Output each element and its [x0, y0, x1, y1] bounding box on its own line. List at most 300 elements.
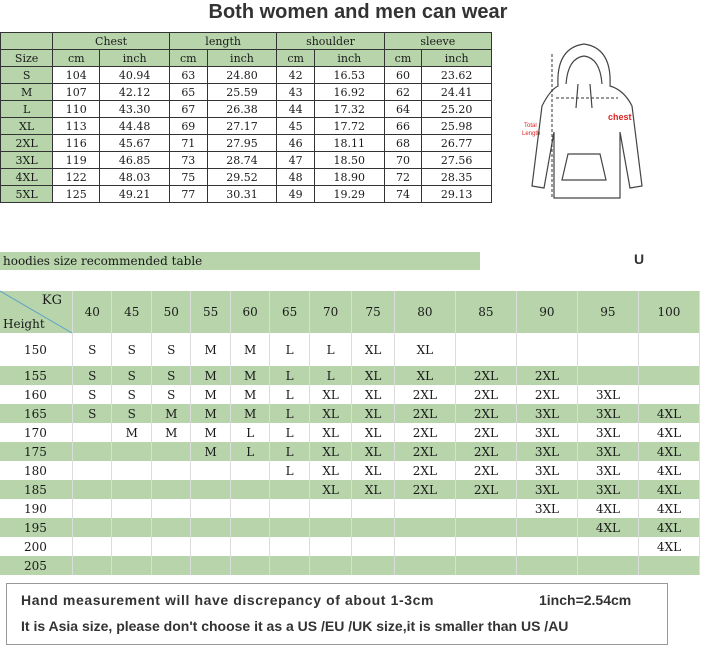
size-cell: L: [1, 101, 53, 118]
recommended-size-cell: [309, 556, 351, 575]
measure-cell: 43.30: [100, 101, 170, 118]
measure-cell: 42.12: [100, 84, 170, 101]
measure-cell: 73: [169, 152, 207, 169]
weight-header: 45: [112, 291, 151, 333]
recommended-size-cell: [230, 480, 269, 499]
recommended-size-cell: M: [151, 423, 190, 442]
measure-cell: 25.59: [207, 84, 277, 101]
height-cell: 205: [0, 556, 73, 575]
measure-cell: 113: [53, 118, 100, 135]
height-row: [0, 461, 700, 480]
unit-cm: cm: [53, 50, 100, 67]
recommended-size-cell: [577, 537, 638, 556]
measure-cell: 23.62: [422, 67, 492, 84]
weight-header: 75: [352, 291, 394, 333]
recommended-size-cell: XL: [352, 385, 394, 404]
recommended-size-cell: 4XL: [638, 461, 699, 480]
recommended-size-cell: L: [270, 366, 309, 385]
recommended-size-cell: [73, 537, 112, 556]
recommended-size-cell: M: [191, 366, 230, 385]
measure-cell: 44.48: [100, 118, 170, 135]
recommended-size-cell: L: [270, 333, 309, 366]
size-chart-row: [1, 67, 492, 84]
recommended-size-cell: [352, 518, 394, 537]
recommended-size-cell: [270, 480, 309, 499]
recommended-size-cell: [394, 518, 455, 537]
group-chest: Chest: [53, 33, 170, 50]
measure-cell: 63: [169, 67, 207, 84]
measure-cell: 43: [277, 84, 315, 101]
weight-header: 55: [191, 291, 230, 333]
height-cell: 170: [0, 423, 73, 442]
recommended-size-cell: [151, 461, 190, 480]
measure-cell: 24.41: [422, 84, 492, 101]
recommended-size-cell: [455, 333, 516, 366]
recommended-size-cell: M: [230, 404, 269, 423]
measure-cell: 46: [277, 135, 315, 152]
recommended-size-cell: 4XL: [638, 480, 699, 499]
weight-header: 65: [270, 291, 309, 333]
measure-cell: 67: [169, 101, 207, 118]
measure-cell: 68: [384, 135, 422, 152]
recommended-size-cell: XL: [352, 366, 394, 385]
recommended-size-cell: M: [191, 423, 230, 442]
size-cell: XL: [1, 118, 53, 135]
recommended-size-cell: [73, 442, 112, 461]
height-row: [0, 442, 700, 461]
unit-inch: inch: [422, 50, 492, 67]
measure-cell: 66: [384, 118, 422, 135]
measure-cell: 29.13: [422, 186, 492, 203]
recommended-size-cell: M: [151, 404, 190, 423]
height-row: [0, 333, 700, 366]
recommended-size-cell: 2XL: [455, 385, 516, 404]
height-cell: 165: [0, 404, 73, 423]
measure-cell: 45: [277, 118, 315, 135]
recommended-size-cell: [73, 461, 112, 480]
recommended-size-cell: M: [230, 366, 269, 385]
recommended-size-cell: 4XL: [638, 442, 699, 461]
size-chart-row: [1, 152, 492, 169]
recommended-size-cell: 2XL: [394, 461, 455, 480]
recommended-size-cell: [516, 537, 577, 556]
recommended-size-cell: [638, 333, 699, 366]
recommended-size-cell: 2XL: [516, 366, 577, 385]
note-asia-size: It is Asia size, please don't choose it as a US /EU /UK size,it is smaller than US /AU: [21, 618, 569, 634]
size-chart-group-header: [1, 33, 492, 50]
measure-cell: 29.52: [207, 169, 277, 186]
recommended-size-cell: [191, 480, 230, 499]
measure-cell: 74: [384, 186, 422, 203]
recommended-size-cell: L: [270, 404, 309, 423]
recommended-size-cell: M: [191, 385, 230, 404]
measure-cell: 16.92: [314, 84, 384, 101]
recommended-size-cell: [112, 518, 151, 537]
recommended-size-cell: 3XL: [516, 499, 577, 518]
measure-cell: 18.50: [314, 152, 384, 169]
recommended-size-cell: [230, 518, 269, 537]
recommended-size-cell: 2XL: [394, 385, 455, 404]
recommended-size-cell: XL: [309, 480, 351, 499]
measure-cell: 49: [277, 186, 315, 203]
height-label: Height: [3, 317, 45, 331]
hoodie-measurement-diagram: [516, 36, 647, 206]
recommended-size-cell: [516, 556, 577, 575]
weight-header: 80: [394, 291, 455, 333]
height-row: [0, 404, 700, 423]
recommended-size-cell: [455, 556, 516, 575]
recommended-size-cell: S: [151, 385, 190, 404]
recommended-size-cell: XL: [352, 461, 394, 480]
recommended-size-cell: 2XL: [455, 461, 516, 480]
measure-cell: 70: [384, 152, 422, 169]
total-length-label-2: Length: [522, 131, 541, 137]
weight-header: 85: [455, 291, 516, 333]
recommend-table: [0, 291, 700, 575]
measure-cell: 69: [169, 118, 207, 135]
measure-cell: 42: [277, 67, 315, 84]
recommended-size-cell: M: [191, 333, 230, 366]
recommended-size-cell: [309, 537, 351, 556]
recommended-size-cell: [455, 499, 516, 518]
size-column-label: Size: [1, 50, 53, 67]
recommended-size-cell: [309, 518, 351, 537]
recommended-size-cell: [455, 518, 516, 537]
recommended-size-cell: XL: [309, 423, 351, 442]
recommend-section-heading: hoodies size recommended table: [0, 252, 480, 270]
recommended-size-cell: XL: [309, 404, 351, 423]
size-chart-row: [1, 135, 492, 152]
measure-cell: 48: [277, 169, 315, 186]
recommended-size-cell: [151, 499, 190, 518]
recommended-size-cell: [73, 556, 112, 575]
recommended-size-cell: 2XL: [455, 423, 516, 442]
measure-cell: 27.95: [207, 135, 277, 152]
measure-cell: 60: [384, 67, 422, 84]
weight-header: 100: [638, 291, 699, 333]
measure-cell: 104: [53, 67, 100, 84]
measure-cell: 125: [53, 186, 100, 203]
measurement-note-box: [6, 583, 668, 645]
recommended-size-cell: S: [151, 333, 190, 366]
measure-cell: 65: [169, 84, 207, 101]
recommended-size-cell: [230, 461, 269, 480]
recommended-size-cell: S: [112, 385, 151, 404]
measure-cell: 24.80: [207, 67, 277, 84]
recommended-size-cell: L: [309, 333, 351, 366]
kg-label: KG: [41, 293, 62, 308]
recommended-size-cell: M: [230, 385, 269, 404]
recommended-size-cell: [638, 366, 699, 385]
measure-cell: 26.77: [422, 135, 492, 152]
chest-label: chest: [608, 112, 632, 122]
size-cell: M: [1, 84, 53, 101]
measure-cell: 17.32: [314, 101, 384, 118]
measure-cell: 40.94: [100, 67, 170, 84]
note-inch-conversion: 1inch=2.54cm: [539, 592, 632, 608]
recommended-size-cell: 3XL: [577, 442, 638, 461]
recommended-size-cell: 2XL: [394, 442, 455, 461]
group-shoulder: shoulder: [277, 33, 384, 50]
size-chart-table: [0, 32, 492, 203]
recommended-size-cell: 4XL: [638, 499, 699, 518]
hood-inner: [566, 56, 602, 84]
recommended-size-cell: [191, 537, 230, 556]
measure-cell: 71: [169, 135, 207, 152]
height-cell: 190: [0, 499, 73, 518]
size-cell: 5XL: [1, 186, 53, 203]
recommended-size-cell: [73, 499, 112, 518]
recommended-size-cell: 3XL: [516, 480, 577, 499]
measure-cell: 116: [53, 135, 100, 152]
recommended-size-cell: [112, 556, 151, 575]
height-row: [0, 518, 700, 537]
recommended-size-cell: S: [151, 366, 190, 385]
size-chart-row: [1, 101, 492, 118]
measure-cell: 27.56: [422, 152, 492, 169]
recommended-size-cell: S: [73, 385, 112, 404]
recommended-size-cell: S: [73, 366, 112, 385]
recommended-size-cell: 3XL: [516, 423, 577, 442]
recommended-size-cell: 3XL: [577, 480, 638, 499]
recommended-size-cell: 3XL: [516, 461, 577, 480]
recommended-size-cell: [455, 537, 516, 556]
measure-cell: 77: [169, 186, 207, 203]
height-row: [0, 537, 700, 556]
recommended-size-cell: [112, 461, 151, 480]
measure-cell: 27.17: [207, 118, 277, 135]
recommended-size-cell: [516, 333, 577, 366]
measure-cell: 107: [53, 84, 100, 101]
measure-cell: 75: [169, 169, 207, 186]
recommended-size-cell: XL: [352, 333, 394, 366]
recommended-size-cell: 3XL: [577, 404, 638, 423]
size-chart-row: [1, 169, 492, 186]
recommended-size-cell: 2XL: [394, 480, 455, 499]
recommended-size-cell: [112, 480, 151, 499]
recommended-size-cell: XL: [352, 442, 394, 461]
recommended-size-cell: 2XL: [455, 480, 516, 499]
weight-header: 60: [230, 291, 269, 333]
measure-cell: 48.03: [100, 169, 170, 186]
weight-header: 50: [151, 291, 190, 333]
recommended-size-cell: [270, 556, 309, 575]
measure-cell: 47: [277, 152, 315, 169]
group-length: length: [169, 33, 276, 50]
recommended-size-cell: [151, 537, 190, 556]
measure-cell: 19.29: [314, 186, 384, 203]
total-length-label: Total: [524, 123, 537, 129]
recommended-size-cell: XL: [309, 461, 351, 480]
recommended-size-cell: [394, 499, 455, 518]
recommended-size-cell: 2XL: [394, 423, 455, 442]
measure-cell: 72: [384, 169, 422, 186]
weight-header: 40: [73, 291, 112, 333]
measure-cell: 17.72: [314, 118, 384, 135]
recommended-size-cell: L: [270, 442, 309, 461]
measure-cell: 28.35: [422, 169, 492, 186]
recommended-size-cell: XL: [352, 480, 394, 499]
recommended-size-cell: 2XL: [455, 404, 516, 423]
height-row: [0, 423, 700, 442]
measure-cell: 18.11: [314, 135, 384, 152]
recommended-size-cell: [394, 537, 455, 556]
recommended-size-cell: XL: [352, 423, 394, 442]
unit-inch: inch: [100, 50, 170, 67]
note-discrepancy: Hand measurement will have discrepancy of about 1-3cm: [21, 592, 435, 608]
recommended-size-cell: 4XL: [638, 518, 699, 537]
measure-cell: 64: [384, 101, 422, 118]
recommended-size-cell: [309, 499, 351, 518]
size-chart-unit-header: [1, 50, 492, 67]
corner-cell: [1, 33, 53, 50]
measure-cell: 30.31: [207, 186, 277, 203]
height-cell: 175: [0, 442, 73, 461]
measure-cell: 25.20: [422, 101, 492, 118]
measure-cell: 28.74: [207, 152, 277, 169]
recommended-size-cell: L: [270, 423, 309, 442]
recommended-size-cell: [151, 518, 190, 537]
group-sleeve: sleeve: [384, 33, 491, 50]
recommended-size-cell: L: [270, 461, 309, 480]
recommended-size-cell: L: [309, 366, 351, 385]
recommended-size-cell: 4XL: [638, 423, 699, 442]
recommended-size-cell: [73, 423, 112, 442]
size-chart-row: [1, 118, 492, 135]
weight-header-row: [0, 291, 700, 333]
height-cell: 185: [0, 480, 73, 499]
recommended-size-cell: L: [230, 442, 269, 461]
recommended-size-cell: 2XL: [516, 385, 577, 404]
recommended-size-cell: 2XL: [394, 404, 455, 423]
recommended-size-cell: [270, 518, 309, 537]
recommended-size-cell: 4XL: [577, 518, 638, 537]
recommended-size-cell: M: [191, 404, 230, 423]
recommended-size-cell: M: [112, 423, 151, 442]
recommended-size-cell: 4XL: [638, 537, 699, 556]
recommended-size-cell: 4XL: [638, 404, 699, 423]
recommended-size-cell: XL: [309, 385, 351, 404]
height-row: [0, 556, 700, 575]
recommended-size-cell: XL: [394, 333, 455, 366]
size-cell: S: [1, 67, 53, 84]
recommended-size-cell: [230, 556, 269, 575]
recommended-size-cell: S: [112, 404, 151, 423]
recommended-size-cell: [151, 556, 190, 575]
height-row: [0, 385, 700, 404]
recommended-size-cell: [112, 442, 151, 461]
weight-header: 90: [516, 291, 577, 333]
kg-height-corner: [0, 291, 73, 333]
measure-cell: 119: [53, 152, 100, 169]
recommended-size-cell: [191, 461, 230, 480]
height-cell: 195: [0, 518, 73, 537]
height-cell: 150: [0, 333, 73, 366]
recommended-size-cell: L: [230, 423, 269, 442]
recommended-size-cell: S: [73, 404, 112, 423]
unit-cm: cm: [384, 50, 422, 67]
measure-cell: 16.53: [314, 67, 384, 84]
height-cell: 200: [0, 537, 73, 556]
recommended-size-cell: [112, 537, 151, 556]
recommended-size-cell: XL: [309, 442, 351, 461]
recommended-size-cell: [577, 333, 638, 366]
recommended-size-cell: [151, 442, 190, 461]
recommended-size-cell: 3XL: [577, 385, 638, 404]
measure-cell: 122: [53, 169, 100, 186]
size-chart-row: [1, 186, 492, 203]
recommended-size-cell: [577, 366, 638, 385]
size-chart-row: [1, 84, 492, 101]
height-row: [0, 480, 700, 499]
recommended-size-cell: [516, 518, 577, 537]
cut-off-text: U: [634, 251, 645, 267]
recommended-size-cell: 4XL: [577, 499, 638, 518]
weight-header: 70: [309, 291, 351, 333]
unit-inch: inch: [314, 50, 384, 67]
measure-cell: 25.98: [422, 118, 492, 135]
height-row: [0, 499, 700, 518]
recommended-size-cell: 3XL: [577, 461, 638, 480]
weight-header: 95: [577, 291, 638, 333]
measure-cell: 44: [277, 101, 315, 118]
size-cell: 4XL: [1, 169, 53, 186]
recommended-size-cell: [352, 537, 394, 556]
recommended-size-cell: S: [112, 366, 151, 385]
measure-cell: 18.90: [314, 169, 384, 186]
recommended-size-cell: [352, 499, 394, 518]
recommended-size-cell: [577, 556, 638, 575]
recommended-size-cell: XL: [352, 404, 394, 423]
measure-cell: 26.38: [207, 101, 277, 118]
pocket: [562, 154, 606, 180]
recommended-size-cell: [191, 499, 230, 518]
recommended-size-cell: M: [230, 333, 269, 366]
measure-cell: 45.67: [100, 135, 170, 152]
measure-cell: 49.21: [100, 186, 170, 203]
recommended-size-cell: [638, 385, 699, 404]
height-cell: 160: [0, 385, 73, 404]
height-cell: 180: [0, 461, 73, 480]
height-row: [0, 366, 700, 385]
recommended-size-cell: [73, 480, 112, 499]
recommended-size-cell: [352, 556, 394, 575]
recommended-size-cell: 3XL: [516, 442, 577, 461]
measure-cell: 46.85: [100, 152, 170, 169]
unit-cm: cm: [277, 50, 315, 67]
recommended-size-cell: [230, 537, 269, 556]
recommended-size-cell: [270, 499, 309, 518]
page-title: Both women and men can wear: [208, 1, 508, 23]
unit-cm: cm: [169, 50, 207, 67]
size-cell: 3XL: [1, 152, 53, 169]
recommended-size-cell: 2XL: [455, 366, 516, 385]
recommended-size-cell: S: [112, 333, 151, 366]
recommended-size-cell: L: [270, 385, 309, 404]
recommended-size-cell: [638, 556, 699, 575]
recommended-size-cell: 3XL: [577, 423, 638, 442]
recommended-size-cell: 2XL: [455, 442, 516, 461]
recommended-size-cell: [73, 518, 112, 537]
recommended-size-cell: [230, 499, 269, 518]
measure-cell: 110: [53, 101, 100, 118]
measure-cell: 62: [384, 84, 422, 101]
recommended-size-cell: [151, 480, 190, 499]
recommended-size-cell: [112, 499, 151, 518]
recommended-size-cell: [394, 556, 455, 575]
unit-inch: inch: [207, 50, 277, 67]
recommended-size-cell: M: [191, 442, 230, 461]
